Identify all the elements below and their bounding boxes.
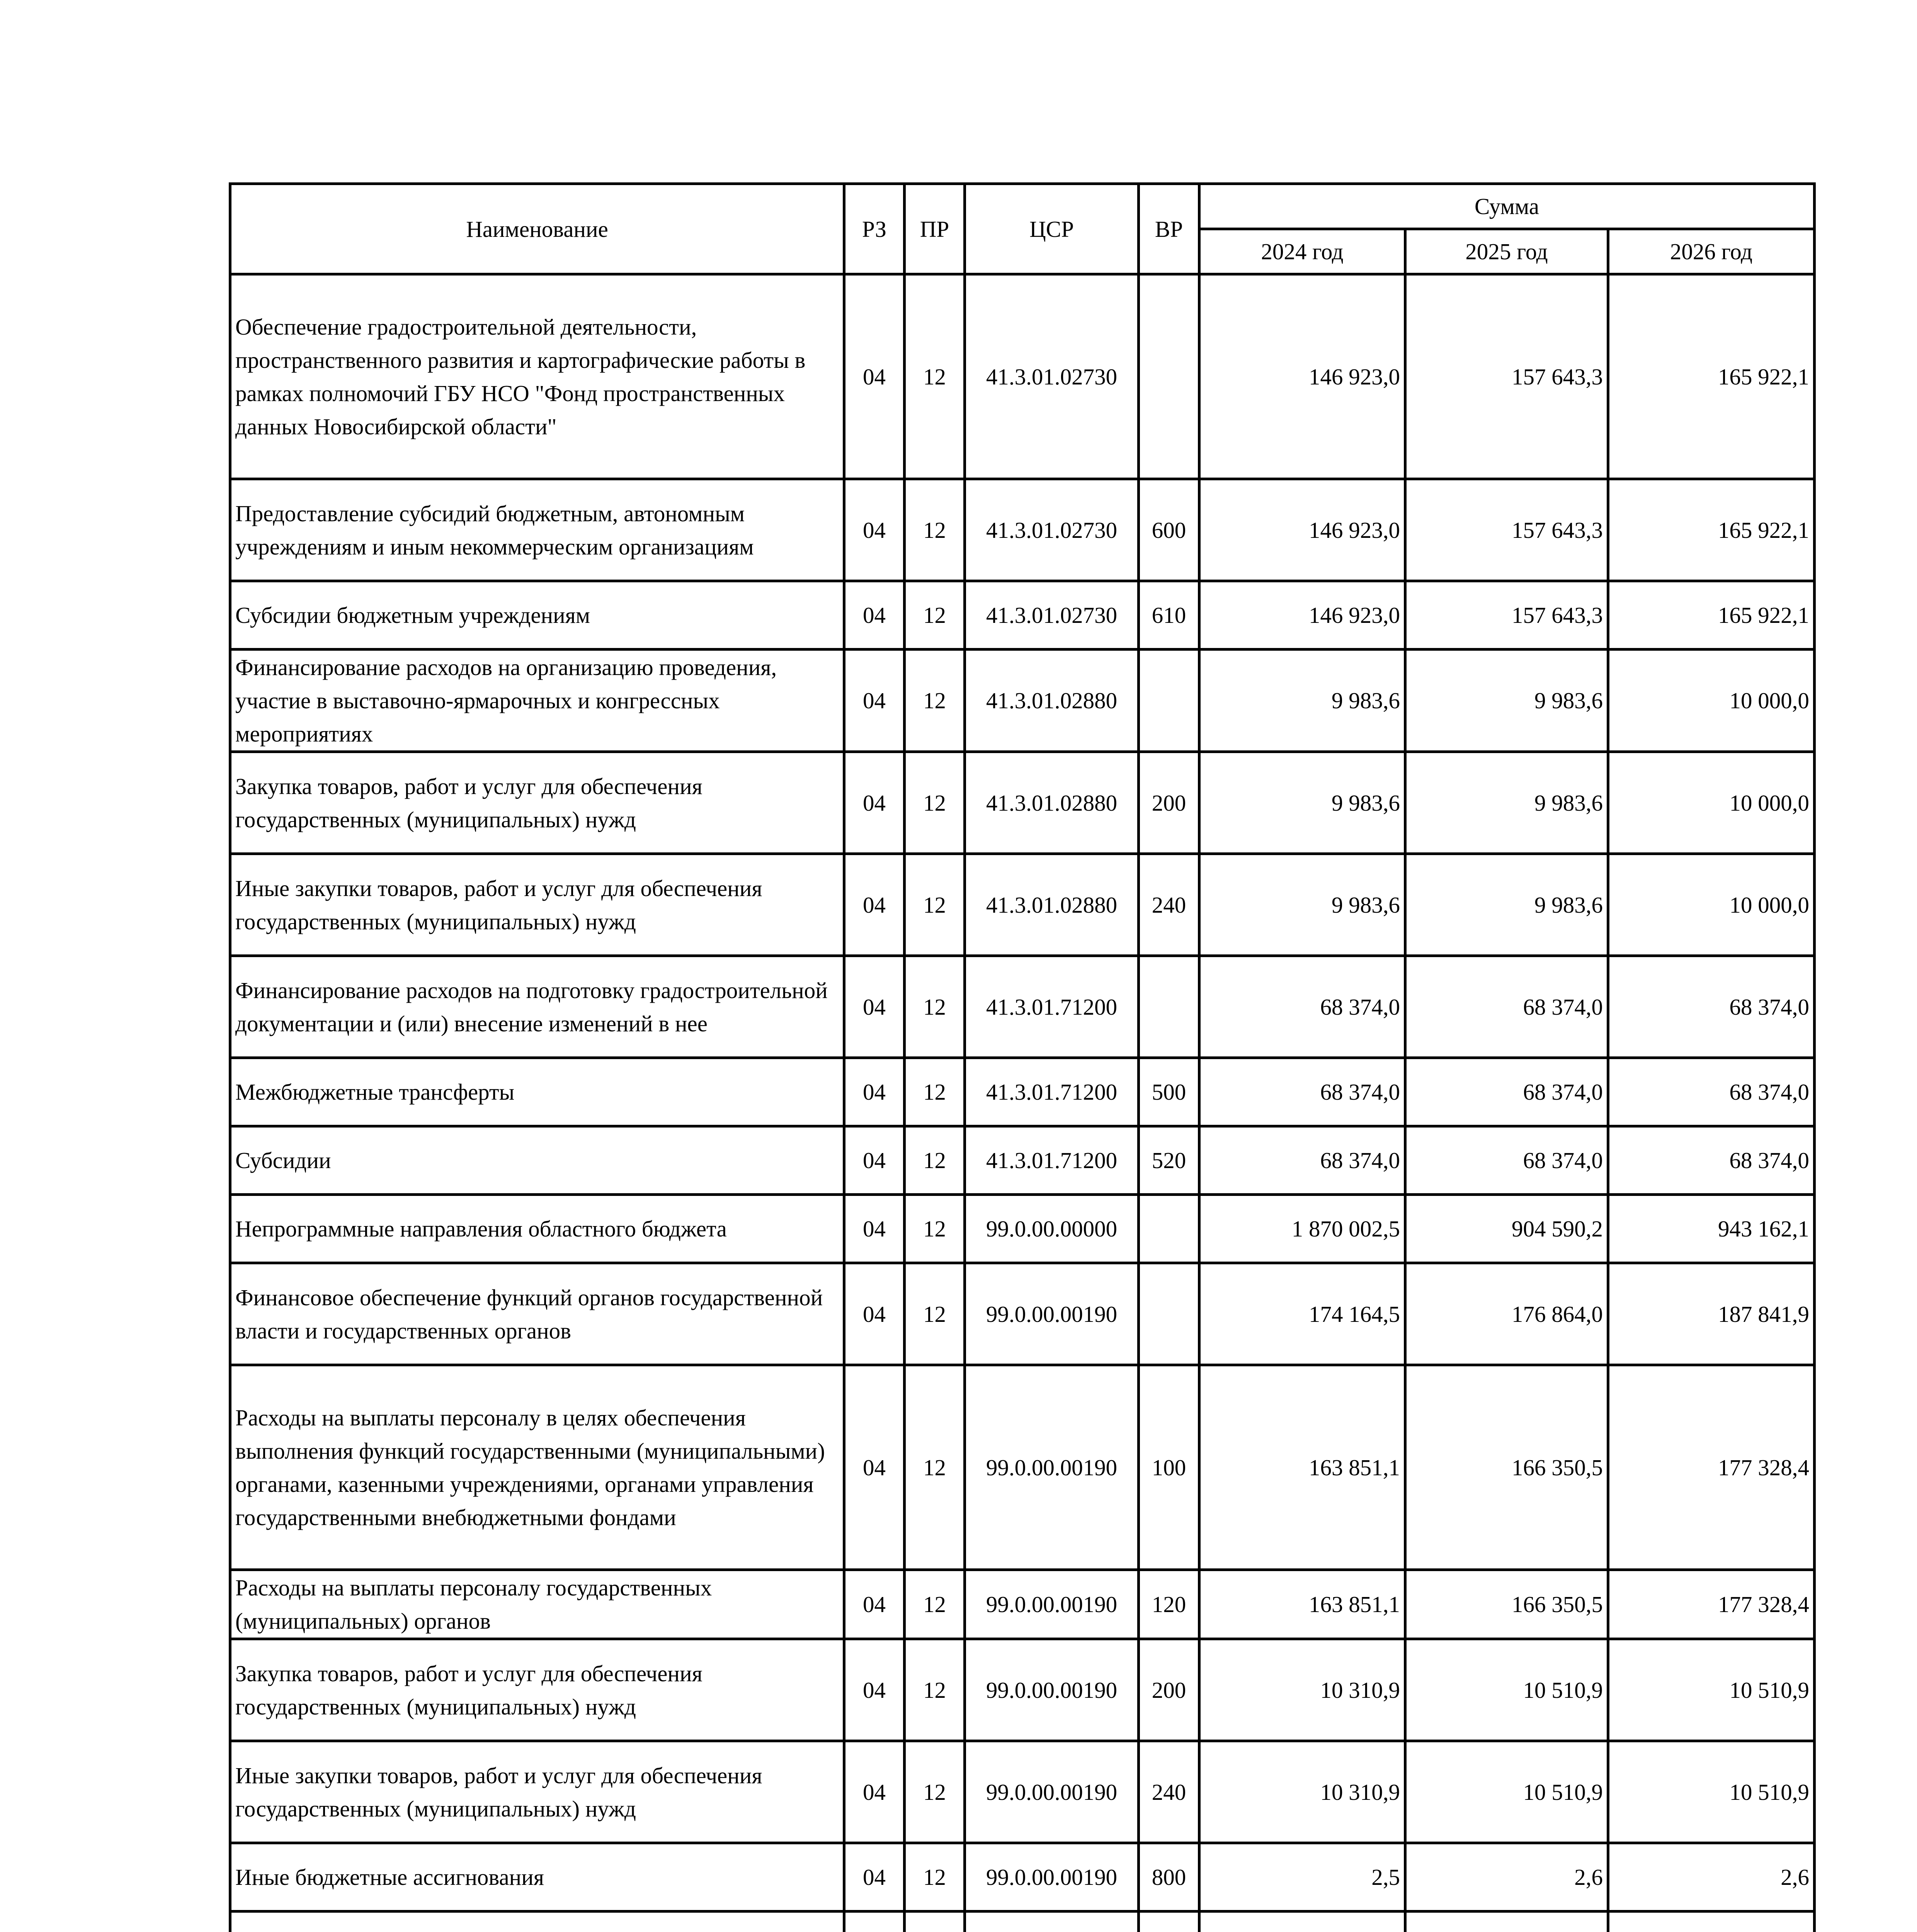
row-vr: 200 bbox=[1139, 1639, 1199, 1741]
row-csr: 99.0.00.00000 bbox=[965, 1195, 1139, 1263]
row-amount-2025: 9 983,6 bbox=[1405, 752, 1608, 854]
row-amount-2025: 157 643,3 bbox=[1405, 479, 1608, 581]
row-pr: 12 bbox=[905, 1365, 965, 1570]
row-rz: 04 bbox=[844, 854, 905, 956]
row-csr: 99.0.00.00190 bbox=[965, 1741, 1139, 1843]
table-row bbox=[230, 854, 1815, 956]
row-csr: 99.0.00.00190 bbox=[965, 1365, 1139, 1570]
row-amount-2025 bbox=[1405, 1912, 1608, 1932]
table-row bbox=[230, 1058, 1815, 1126]
row-rz: 04 bbox=[844, 1263, 905, 1365]
row-name: Обеспечение градостроительной деятельности, пространственного развития и картографические работы в рамках полномочий ГБУ НСО "Фонд пространственных данных Новосибирской области" bbox=[230, 274, 844, 479]
row-amount-2025: 166 350,5 bbox=[1405, 1365, 1608, 1570]
row-name: Иные бюджетные ассигнования bbox=[230, 1843, 844, 1912]
row-pr: 12 bbox=[905, 581, 965, 650]
header-rz: РЗ bbox=[844, 184, 905, 274]
row-vr: 240 bbox=[1139, 1741, 1199, 1843]
row-name: Предоставление субсидий бюджетным, автономным учреждениям и иным некоммерческим организациям bbox=[230, 479, 844, 581]
row-rz: 04 bbox=[844, 752, 905, 854]
row-vr: 240 bbox=[1139, 854, 1199, 956]
row-csr: 41.3.01.02730 bbox=[965, 479, 1139, 581]
header-year-2024: 2024 год bbox=[1199, 229, 1405, 274]
header-name: Наименование bbox=[230, 184, 844, 274]
row-csr: 99.0.00.00190 bbox=[965, 1263, 1139, 1365]
table-row bbox=[230, 1365, 1815, 1570]
row-amount-2024: 68 374,0 bbox=[1199, 1126, 1405, 1195]
row-csr: 41.3.01.71200 bbox=[965, 956, 1139, 1058]
row-amount-2026: 10 000,0 bbox=[1608, 854, 1815, 956]
row-amount-2026: 177 328,4 bbox=[1608, 1365, 1815, 1570]
row-amount-2026: 10 000,0 bbox=[1608, 752, 1815, 854]
row-rz: 04 bbox=[844, 581, 905, 650]
row-amount-2026: 68 374,0 bbox=[1608, 1058, 1815, 1126]
row-amount-2024: 163 851,1 bbox=[1199, 1365, 1405, 1570]
row-pr: 12 bbox=[905, 1639, 965, 1741]
header-csr: ЦСР bbox=[965, 184, 1139, 274]
table-row bbox=[230, 1741, 1815, 1843]
row-amount-2025: 68 374,0 bbox=[1405, 1058, 1608, 1126]
row-amount-2025: 9 983,6 bbox=[1405, 650, 1608, 752]
row-csr bbox=[965, 1912, 1139, 1932]
row-amount-2025: 157 643,3 bbox=[1405, 274, 1608, 479]
row-name: Субсидии бюджетным учреждениям bbox=[230, 581, 844, 650]
row-vr bbox=[1139, 274, 1199, 479]
row-rz: 04 bbox=[844, 1195, 905, 1263]
row-rz: 04 bbox=[844, 1741, 905, 1843]
row-name: Непрограммные направления областного бюджета bbox=[230, 1195, 844, 1263]
row-pr: 12 bbox=[905, 1263, 965, 1365]
row-amount-2025: 157 643,3 bbox=[1405, 581, 1608, 650]
row-vr: 610 bbox=[1139, 581, 1199, 650]
row-csr: 41.3.01.71200 bbox=[965, 1126, 1139, 1195]
row-amount-2024: 146 923,0 bbox=[1199, 581, 1405, 650]
row-amount-2026: 68 374,0 bbox=[1608, 1126, 1815, 1195]
row-amount-2025: 10 510,9 bbox=[1405, 1639, 1608, 1741]
row-amount-2024: 10 310,9 bbox=[1199, 1741, 1405, 1843]
row-pr: 12 bbox=[905, 479, 965, 581]
row-amount-2026: 187 841,9 bbox=[1608, 1263, 1815, 1365]
row-rz: 04 bbox=[844, 1058, 905, 1126]
row-vr: 100 bbox=[1139, 1365, 1199, 1570]
row-vr bbox=[1139, 650, 1199, 752]
row-vr: 120 bbox=[1139, 1570, 1199, 1639]
row-amount-2025: 68 374,0 bbox=[1405, 956, 1608, 1058]
row-name: Финансовое обеспечение функций органов государственной власти и государственных органов bbox=[230, 1263, 844, 1365]
row-amount-2024: 10 310,9 bbox=[1199, 1639, 1405, 1741]
row-vr: 200 bbox=[1139, 752, 1199, 854]
table-row bbox=[230, 1639, 1815, 1741]
row-name: Закупка товаров, работ и услуг для обеспечения государственных (муниципальных) нужд bbox=[230, 1639, 844, 1741]
row-name bbox=[230, 1912, 844, 1932]
row-amount-2024 bbox=[1199, 1912, 1405, 1932]
row-amount-2024: 9 983,6 bbox=[1199, 650, 1405, 752]
row-pr: 12 bbox=[905, 1058, 965, 1126]
row-rz: 04 bbox=[844, 479, 905, 581]
row-rz: 04 bbox=[844, 1126, 905, 1195]
table-row bbox=[230, 1570, 1815, 1639]
header-year-2025: 2025 год bbox=[1405, 229, 1608, 274]
row-csr: 41.3.01.71200 bbox=[965, 1058, 1139, 1126]
row-csr: 41.3.01.02880 bbox=[965, 752, 1139, 854]
row-rz: 04 bbox=[844, 274, 905, 479]
header-pr: ПР bbox=[905, 184, 965, 274]
budget-table bbox=[229, 182, 1816, 1932]
row-amount-2025: 68 374,0 bbox=[1405, 1126, 1608, 1195]
row-name: Расходы на выплаты персоналу государственных (муниципальных) органов bbox=[230, 1570, 844, 1639]
row-csr: 41.3.01.02730 bbox=[965, 581, 1139, 650]
table-row bbox=[230, 1843, 1815, 1912]
row-pr bbox=[905, 1912, 965, 1932]
row-name: Финансирование расходов на организацию проведения, участие в выставочно-ярмарочных и конгрессных мероприятиях bbox=[230, 650, 844, 752]
table-row bbox=[230, 956, 1815, 1058]
header-vr: ВР bbox=[1139, 184, 1199, 274]
row-pr: 12 bbox=[905, 1741, 965, 1843]
row-csr: 99.0.00.00190 bbox=[965, 1570, 1139, 1639]
row-amount-2026: 10 510,9 bbox=[1608, 1639, 1815, 1741]
row-amount-2026: 165 922,1 bbox=[1608, 274, 1815, 479]
row-pr: 12 bbox=[905, 1843, 965, 1912]
row-amount-2024: 2,5 bbox=[1199, 1843, 1405, 1912]
row-vr: 800 bbox=[1139, 1843, 1199, 1912]
row-name: Иные закупки товаров, работ и услуг для обеспечения государственных (муниципальных) нужд bbox=[230, 1741, 844, 1843]
table-row bbox=[230, 274, 1815, 479]
row-amount-2024: 9 983,6 bbox=[1199, 854, 1405, 956]
row-name: Субсидии bbox=[230, 1126, 844, 1195]
row-name: Закупка товаров, работ и услуг для обеспечения государственных (муниципальных) нужд bbox=[230, 752, 844, 854]
row-pr: 12 bbox=[905, 752, 965, 854]
row-name: Финансирование расходов на подготовку градостроительной документации и (или) внесение изменений в нее bbox=[230, 956, 844, 1058]
table-row bbox=[230, 650, 1815, 752]
row-amount-2026: 165 922,1 bbox=[1608, 581, 1815, 650]
table-row bbox=[230, 1195, 1815, 1263]
row-amount-2024: 163 851,1 bbox=[1199, 1570, 1405, 1639]
row-amount-2026: 165 922,1 bbox=[1608, 479, 1815, 581]
row-amount-2024: 68 374,0 bbox=[1199, 956, 1405, 1058]
row-name: Иные закупки товаров, работ и услуг для обеспечения государственных (муниципальных) нужд bbox=[230, 854, 844, 956]
row-pr: 12 bbox=[905, 1570, 965, 1639]
table-row bbox=[230, 1263, 1815, 1365]
row-csr: 41.3.01.02730 bbox=[965, 274, 1139, 479]
row-amount-2026: 10 000,0 bbox=[1608, 650, 1815, 752]
header-year-2026: 2026 год bbox=[1608, 229, 1815, 274]
row-pr: 12 bbox=[905, 1126, 965, 1195]
row-amount-2025: 2,6 bbox=[1405, 1843, 1608, 1912]
row-csr: 41.3.01.02880 bbox=[965, 650, 1139, 752]
row-rz: 04 bbox=[844, 1639, 905, 1741]
row-vr: 600 bbox=[1139, 479, 1199, 581]
row-amount-2024: 68 374,0 bbox=[1199, 1058, 1405, 1126]
row-amount-2025: 176 864,0 bbox=[1405, 1263, 1608, 1365]
row-amount-2026: 10 510,9 bbox=[1608, 1741, 1815, 1843]
row-pr: 12 bbox=[905, 650, 965, 752]
table-row bbox=[230, 752, 1815, 854]
row-pr: 12 bbox=[905, 854, 965, 956]
row-vr: 500 bbox=[1139, 1058, 1199, 1126]
table-body bbox=[230, 274, 1815, 1932]
table-row bbox=[230, 479, 1815, 581]
row-pr: 12 bbox=[905, 274, 965, 479]
row-amount-2025: 9 983,6 bbox=[1405, 854, 1608, 956]
row-amount-2024: 146 923,0 bbox=[1199, 479, 1405, 581]
row-rz: 04 bbox=[844, 956, 905, 1058]
row-pr: 12 bbox=[905, 1195, 965, 1263]
row-rz: 04 bbox=[844, 650, 905, 752]
row-vr bbox=[1139, 956, 1199, 1058]
row-amount-2026: 177 328,4 bbox=[1608, 1570, 1815, 1639]
row-amount-2024: 9 983,6 bbox=[1199, 752, 1405, 854]
row-name: Расходы на выплаты персоналу в целях обеспечения выполнения функций государственными (муниципальными) органами, казенными учреждениями, органами управления государственными внебюджетными фондами bbox=[230, 1365, 844, 1570]
row-name: Межбюджетные трансферты bbox=[230, 1058, 844, 1126]
row-amount-2026: 68 374,0 bbox=[1608, 956, 1815, 1058]
row-amount-2026: 943 162,1 bbox=[1608, 1195, 1815, 1263]
row-amount-2025: 10 510,9 bbox=[1405, 1741, 1608, 1843]
row-csr: 99.0.00.00190 bbox=[965, 1843, 1139, 1912]
row-amount-2025: 904 590,2 bbox=[1405, 1195, 1608, 1263]
row-amount-2024: 174 164,5 bbox=[1199, 1263, 1405, 1365]
row-rz: 04 bbox=[844, 1365, 905, 1570]
row-amount-2024: 1 870 002,5 bbox=[1199, 1195, 1405, 1263]
row-amount-2025: 166 350,5 bbox=[1405, 1570, 1608, 1639]
table-row bbox=[230, 1912, 1815, 1932]
table-row bbox=[230, 1126, 1815, 1195]
row-vr bbox=[1139, 1195, 1199, 1263]
row-vr bbox=[1139, 1912, 1199, 1932]
row-rz bbox=[844, 1912, 905, 1932]
row-rz: 04 bbox=[844, 1843, 905, 1912]
header-sum: Сумма bbox=[1199, 184, 1815, 229]
row-vr bbox=[1139, 1263, 1199, 1365]
row-csr: 99.0.00.00190 bbox=[965, 1639, 1139, 1741]
row-vr: 520 bbox=[1139, 1126, 1199, 1195]
row-amount-2024: 146 923,0 bbox=[1199, 274, 1405, 479]
row-amount-2026 bbox=[1608, 1912, 1815, 1932]
row-amount-2026: 2,6 bbox=[1608, 1843, 1815, 1912]
table-header bbox=[230, 184, 1815, 274]
row-rz: 04 bbox=[844, 1570, 905, 1639]
row-csr: 41.3.01.02880 bbox=[965, 854, 1139, 956]
table-row bbox=[230, 581, 1815, 650]
row-pr: 12 bbox=[905, 956, 965, 1058]
